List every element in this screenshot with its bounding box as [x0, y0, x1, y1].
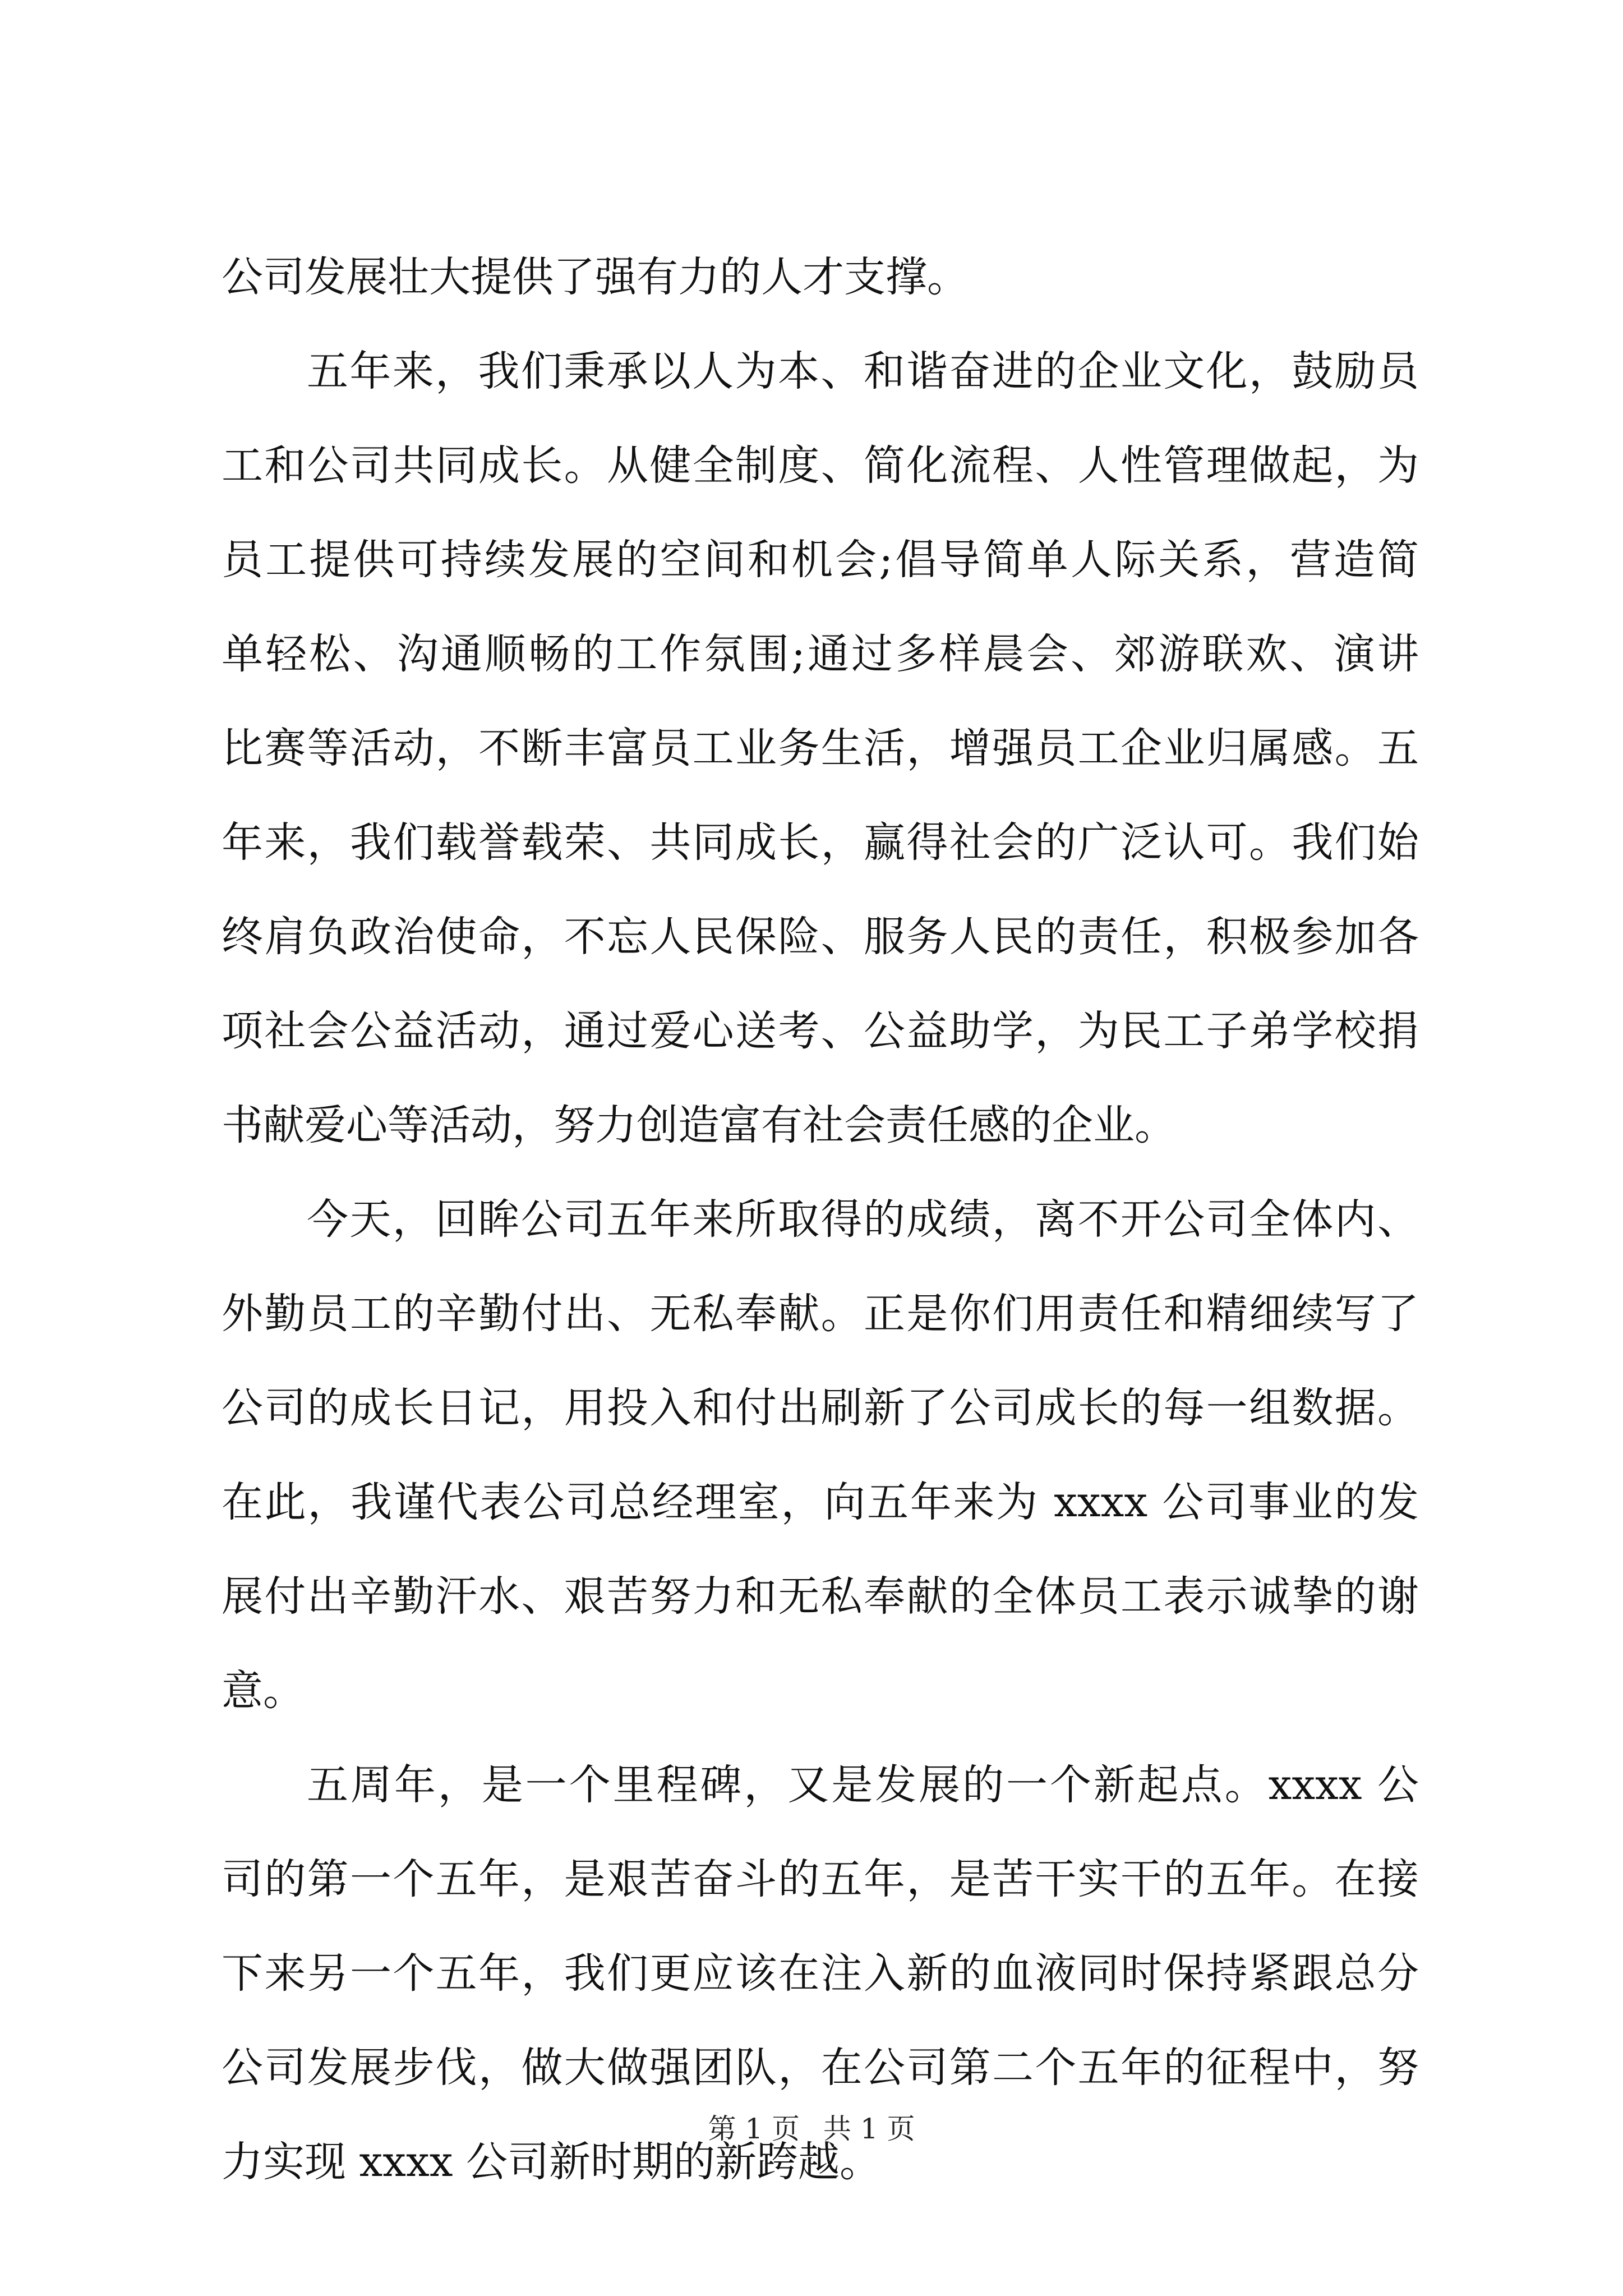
- paragraph-first-line: 五周年，是一个里程碑，又是发展的一个新起点。xxxx 公: [307, 1761, 1419, 1809]
- page-footer: [0, 2109, 1623, 2148]
- text-line: 外勤员工的辛勤付出、无私奉献。正是你们用责任和精细续写了: [222, 1290, 1419, 1338]
- page-number-total: 共 1 页: [823, 2113, 915, 2145]
- paragraph-first-line: 五年来，我们秉承以人为本、和谐奋进的企业文化，鼓励员: [307, 347, 1419, 395]
- text-line: 公司发展步伐，做大做强团队，在公司第二个五年的征程中，努: [222, 2044, 1419, 2092]
- text-line: 下来另一个五年，我们更应该在注入新的血液同时保持紧跟总分: [222, 1949, 1419, 1998]
- text-line: 比赛等活动，不断丰富员工业务生活，增强员工企业归属感。五: [222, 724, 1419, 772]
- text-line: 公司的成长日记，用投入和付出刷新了公司成长的每一组数据。: [222, 1384, 1419, 1432]
- text-line: 展付出辛勤汗水、艰苦努力和无私奉献的全体员工表示诚挚的谢: [222, 1572, 1419, 1621]
- text-line: 终肩负政治使命，不忘人民保险、服务人民的责任，积极参加各: [222, 913, 1419, 961]
- page-number-current: 第 1 页: [708, 2113, 800, 2145]
- text-line: 书献爱心等活动，努力创造富有社会责任感的企业。: [222, 1101, 1176, 1149]
- text-line: 意。: [222, 1667, 305, 1715]
- text-line: 项社会公益活动，通过爱心送考、公益助学，为民工子弟学校捐: [222, 1007, 1419, 1055]
- text-line: 司的第一个五年，是艰苦奋斗的五年，是苦干实干的五年。在接: [222, 1855, 1419, 1903]
- text-line: 在此，我谨代表公司总经理室，向五年来为 xxxx 公司事业的发: [222, 1478, 1419, 1526]
- text-line: 单轻松、沟通顺畅的工作氛围;通过多样晨会、郊游联欢、演讲: [222, 630, 1419, 678]
- paragraph-first-line: 今天，回眸公司五年来所取得的成绩，离不开公司全体内、: [307, 1195, 1419, 1244]
- text-line: 公司发展壮大提供了强有力的人才支撑。: [222, 253, 969, 301]
- text-line: 工和公司共同成长。从健全制度、简化流程、人性管理做起，为: [222, 441, 1419, 490]
- document-body: [222, 230, 1419, 2209]
- text-line: 员工提供可持续发展的空间和机会;倡导简单人际关系，营造简: [222, 536, 1419, 584]
- text-line: 力实现 xxxx 公司新时期的新跨越。: [222, 2138, 881, 2186]
- text-line: 年来，我们载誉载荣、共同成长，赢得社会的广泛认可。我们始: [222, 818, 1419, 867]
